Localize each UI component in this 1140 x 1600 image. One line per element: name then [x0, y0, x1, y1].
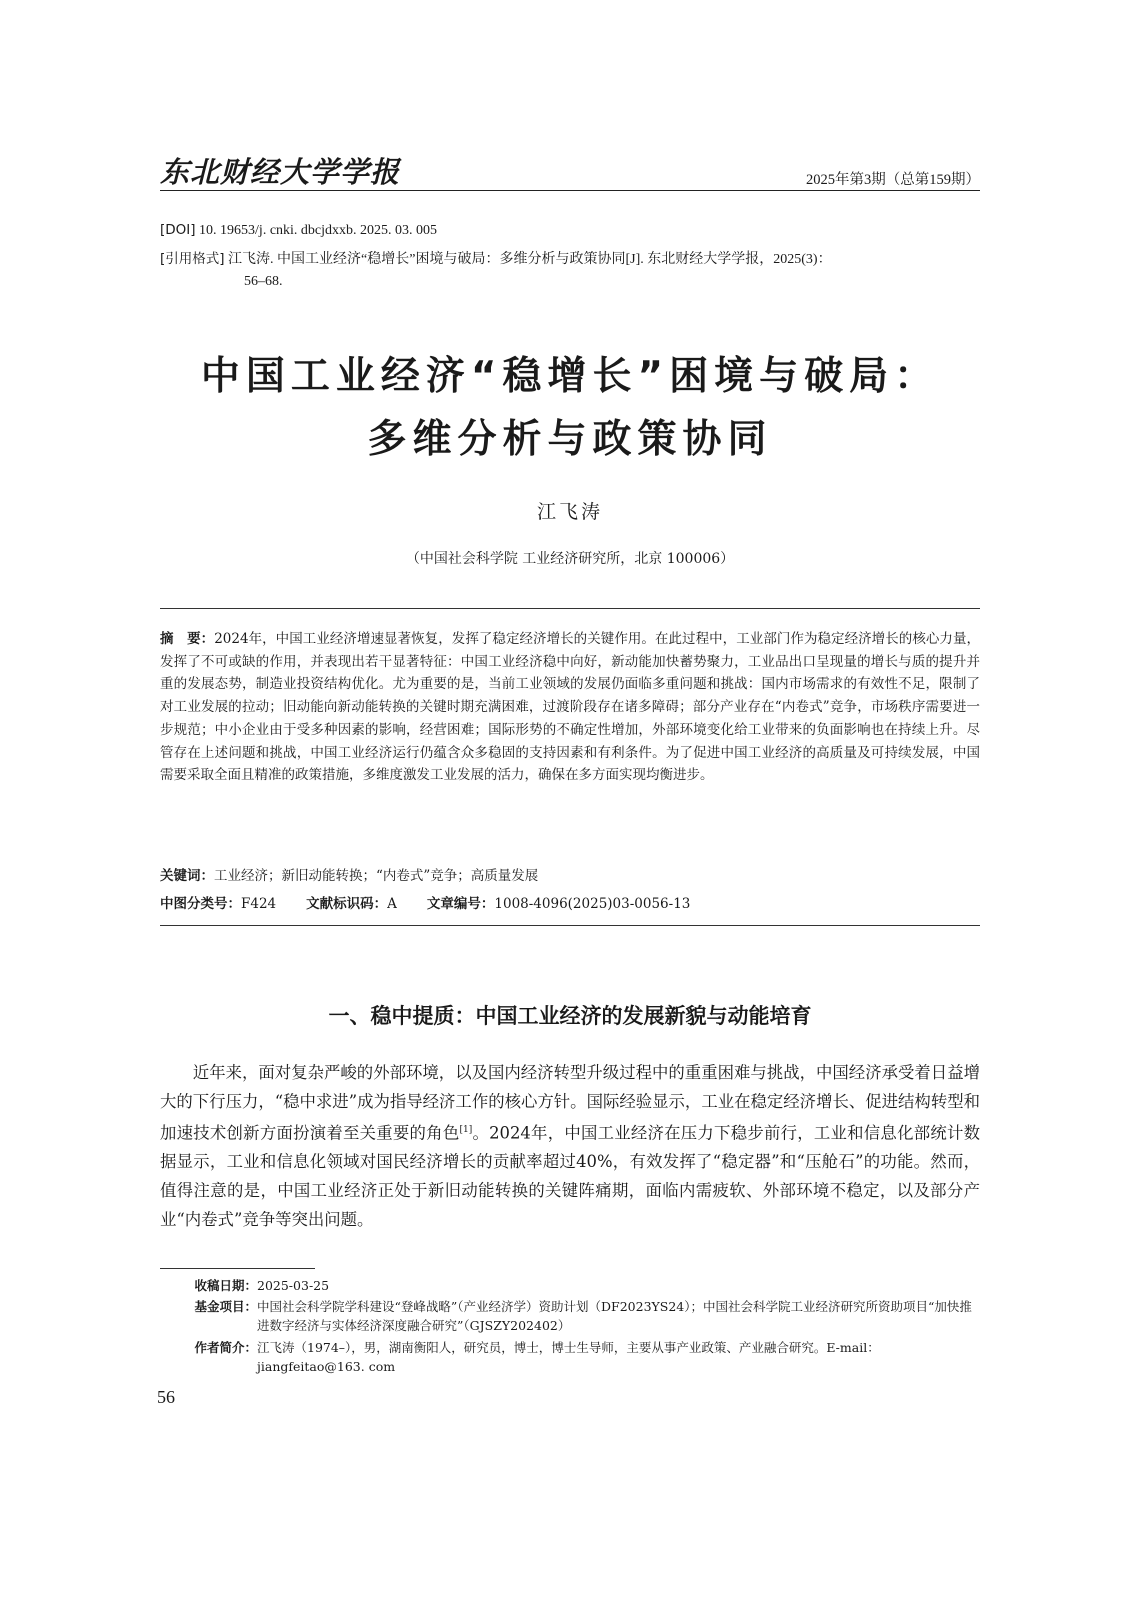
affiliation: （中国社会科学院 工业经济研究所，北京 100006）: [405, 551, 735, 567]
citation-line: [160, 247, 980, 268]
reference-marker[interactable]: [1]: [459, 1125, 473, 1135]
clc-label: 中图分类号：: [160, 896, 241, 912]
article-title-line2: 多维分析与政策协同: [367, 417, 773, 462]
doi-value: 10. 19653/j. cnki. dbcjdxxb. 2025. 03. 005: [199, 223, 438, 238]
received-label: 收稿日期：: [194, 1278, 257, 1293]
doi-label: [DOI]: [160, 222, 196, 238]
keywords-text: 工业经济；新旧动能转换；“内卷式”竞争；高质量发展: [214, 868, 539, 884]
abstract-top-rule: [160, 608, 980, 609]
abstract-label: 摘 要：: [160, 631, 215, 647]
footnote-rule: [160, 1268, 315, 1269]
keywords: [160, 864, 538, 884]
footnote-received: [160, 1276, 980, 1295]
received-date: 2025-03-25: [257, 1278, 330, 1293]
footnote-author: [160, 1338, 980, 1376]
citation-label: [引用格式]: [160, 251, 225, 267]
abstract: [160, 628, 980, 787]
classification-line: [160, 892, 690, 912]
abstract-bottom-rule: [160, 925, 980, 926]
journal-name: 东北财经大学学报: [160, 155, 401, 189]
body-text-part1: 近年来，面对复杂严峻的外部环境，以及国内经济转型升级过程中的重重困难与挑战，中国经济承受着日益增大的下行压力，“稳中求进”成为指导经济工作的核心方针。国际经验显示，工业在稳定经济增长、促进结构转型和加速技术创新方面扮演着至关重要的角色: [160, 1063, 980, 1143]
body-paragraph: [160, 1058, 980, 1234]
abstract-text: 2024年，中国工业经济增速显著恢复，发挥了稳定经济增长的关键作用。在此过程中，工业部门作为稳定经济增长的核心力量，发挥了不可或缺的作用，并表现出若干显著特征：中国工业经济稳中向好，新动能加快蓄势聚力，工业品出口呈现量的增长与质的提升并重的发展态势，制造业投资结构优化。尤为重要的是，当前工业领域的发展仍面临多重问题和挑战：国内市场需求的有效性不足，限制了对工业发展的拉动；旧动能向新动能转换的关键时期充满困难，过渡阶段存在诸多障碍；部分产业存在“内卷式”竞争，市场秩序需要进一步规范；中小企业由于受多种因素的影响，经营困难；国际形势的不确定性增加，外部环境变化给工业带来的负面影响也在持续上升。尽管存在上述问题和挑战，中国工业经济运行仍蕴含众多稳固的支持因素和有利条件。为了促进中国工业经济的高质量及可持续发展，中国需要采取全面且精准的政策措施，多维度激发工业发展的活力，确保在多方面实现均衡进步。: [160, 631, 981, 784]
author-bio-text: 江飞涛（1974–），男，湖南衡阳人，研究员，博士，博士生导师，主要从事产业政策、产业融合研究。E-mail：jiangfeitao@163. com: [257, 1340, 880, 1374]
body-text-part2: 。2024年，中国工业经济在压力下稳步前行，工业和信息化部统计数据显示，工业和信息化领域对国民经济增长的贡献率超过40%，有效发挥了“稳定器”和“压舱石”的功能。然而，值得注意的是，中国工业经济正处于新旧动能转换的关键阵痛期，面临内需疲软、外部环境不稳定，以及部分产业“内卷式”竞争等突出问题。: [160, 1123, 981, 1230]
fund-label: 基金项目：: [194, 1299, 257, 1314]
footnote-fund: [160, 1297, 980, 1335]
section-heading: 一、稳中提质：中国工业经济的发展新貌与动能培育: [328, 1004, 812, 1028]
clc-value: F424: [241, 896, 277, 912]
doc-code-label: 文献标识码：: [306, 896, 388, 912]
author-name: 江飞涛: [536, 501, 603, 523]
fund-text: 中国社会科学院学科建设“登峰战略”（产业经济学）资助计划（DF2023YS24）；中国社会科学院工业经济研究所资助项目“加快推进数字经济与实体经济深度融合研究”（GJSZY202402）: [257, 1299, 972, 1333]
keywords-label: 关键词：: [160, 868, 214, 884]
doi-line: [160, 222, 437, 239]
issue-label: 2025年第3期（总第159期）: [806, 172, 980, 188]
article-number-label: 文章编号：: [426, 896, 495, 912]
page-number: 56: [157, 1387, 175, 1407]
article-number-value: 1008-4096(2025)03-0056-13: [494, 896, 691, 912]
article-title-line1: 中国工业经济“稳增长”困境与破局：: [200, 354, 940, 399]
author-bio-label: 作者简介：: [194, 1340, 257, 1355]
doc-code-value: A: [387, 896, 397, 912]
citation-text: 江飞涛. 中国工业经济“稳增长”困境与破局：多维分析与政策协同[J]. 东北财经大学学报，2025(3)：: [228, 252, 832, 267]
citation-pages: 56–68.: [244, 274, 283, 289]
header-divider: [160, 190, 980, 191]
